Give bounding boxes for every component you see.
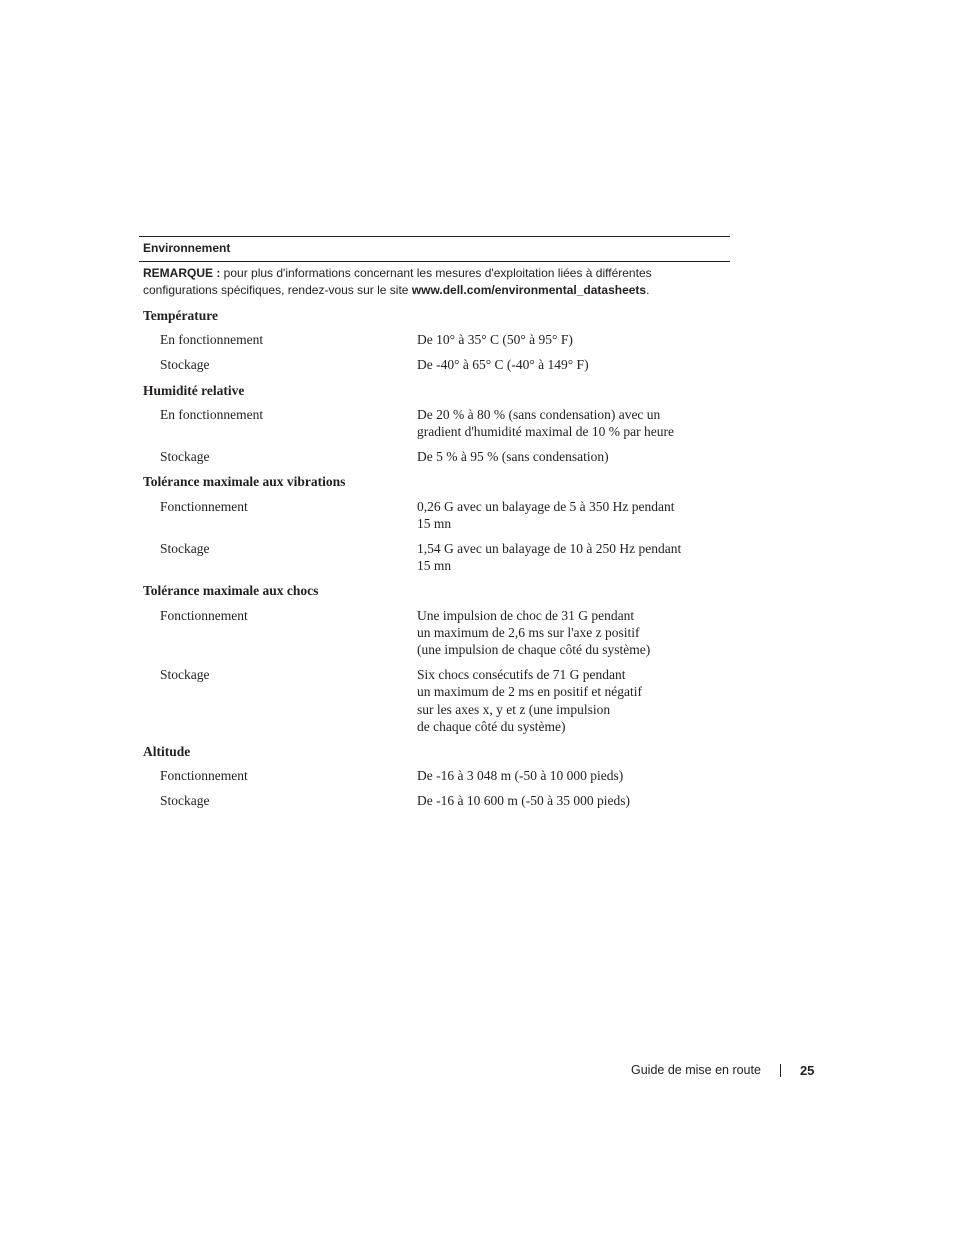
- section-title: Température: [143, 308, 218, 323]
- row-label: Fonctionnement: [160, 498, 248, 514]
- section-title: Humidité relative: [143, 382, 245, 398]
- table-row: [139, 662, 730, 739]
- row-label: Stockage: [160, 667, 210, 683]
- note-block: [139, 262, 713, 299]
- footer-separator: [780, 1064, 781, 1077]
- row-label: Stockage: [160, 449, 210, 465]
- section-shock: [139, 578, 730, 739]
- section-altitude: [139, 739, 730, 814]
- section-humidity: [139, 378, 730, 470]
- section-title: Tolérance maximale aux vibrations: [143, 474, 346, 490]
- row-value: 1,54 G avec un balayage de 10 à 250 Hz pendant 15 mn: [417, 541, 682, 574]
- table-row: [139, 352, 730, 377]
- page-number: 25: [799, 1062, 815, 1078]
- section-title: Tolérance maximale aux chocs: [143, 583, 319, 599]
- row-label: Stockage: [160, 541, 210, 557]
- row-label: Fonctionnement: [160, 768, 248, 784]
- section-title: Altitude: [143, 744, 191, 760]
- table-row: [139, 763, 730, 788]
- table-row: [139, 603, 730, 663]
- row-label: Stockage: [160, 357, 210, 373]
- row-value: De -40° à 65° C (-40° à 149° F): [417, 357, 589, 373]
- row-label: Fonctionnement: [160, 607, 248, 623]
- table-row: [139, 788, 730, 813]
- row-value: De -16 à 10 600 m (-50 à 35 000 pieds): [417, 793, 630, 809]
- table-row: [139, 536, 730, 578]
- table-row: [139, 327, 730, 352]
- table-row: [139, 444, 730, 469]
- section-vibration: [139, 469, 730, 578]
- note-text-end: .: [646, 283, 650, 297]
- spec-sections: [139, 303, 730, 814]
- row-label: En fonctionnement: [160, 406, 264, 422]
- row-value: 0,26 G avec un balayage de 5 à 350 Hz pendant 15 mn: [417, 498, 675, 531]
- row-label: Stockage: [160, 793, 210, 809]
- guide-title: Guide de mise en route: [631, 1063, 761, 1077]
- row-label: En fonctionnement: [160, 332, 264, 348]
- row-value: De 20 % à 80 % (sans condensation) avec un gradient d'humidité maximal de 10 % par heure: [417, 406, 674, 440]
- table-row: [139, 494, 730, 536]
- datasheets-link[interactable]: www.dell.com/environmental_datasheets: [411, 283, 647, 297]
- row-value: De -16 à 3 048 m (-50 à 10 000 pieds): [417, 768, 624, 784]
- section-temperature: [139, 303, 730, 378]
- table-header: Environnement: [143, 241, 231, 255]
- table-row: [139, 402, 730, 444]
- note-label: REMARQUE :: [143, 266, 221, 280]
- row-value: De 5 % à 95 % (sans condensation): [417, 449, 609, 465]
- page-footer: [631, 1062, 814, 1078]
- note-text: pour plus d'informations concernant les mesures d'exploitation liées à différentes configurations spécifiques, rendez-vous sur le site: [143, 266, 652, 297]
- row-value: Une impulsion de choc de 31 G pendant un maximum de 2,6 ms sur l'axe z positif (une impulsion de chaque côté du système): [417, 607, 651, 658]
- environment-spec-table: [139, 236, 730, 814]
- row-value: De 10° à 35° C (50° à 95° F): [417, 332, 573, 348]
- row-value: Six chocs consécutifs de 71 G pendant un maximum de 2 ms en positif et négatif sur les axes x, y et z (une impulsion de chaque côté du système): [417, 667, 642, 734]
